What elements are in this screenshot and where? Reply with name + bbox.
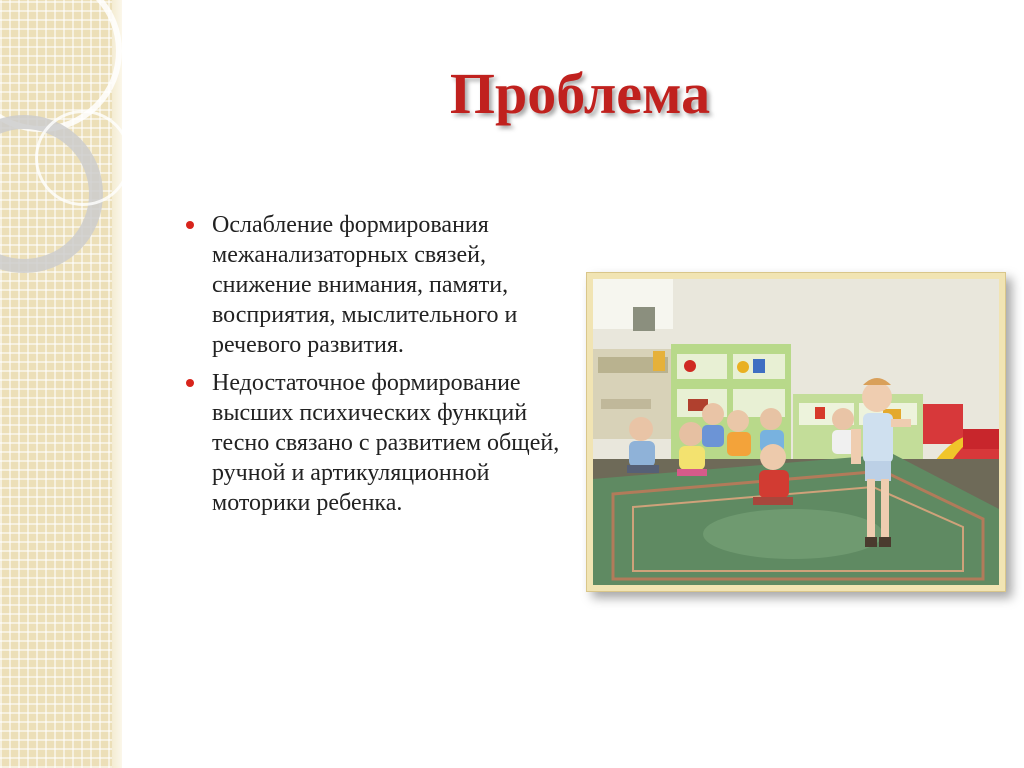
bullet-dot-icon [186, 221, 194, 229]
photo-frame [586, 272, 1006, 592]
bullet-dot-icon [186, 379, 194, 387]
decorative-ring [35, 110, 131, 206]
slide-title: Проблема [449, 61, 711, 126]
classroom-photo [593, 279, 999, 585]
bullet-item [186, 368, 566, 518]
decorative-stripe [112, 0, 122, 768]
classroom-photo-illustration [593, 279, 999, 585]
bullet-text: Недостаточное формирование высших психических функций тесно связано с развитием общей, ручной и артикуляционной моторики ребенка. [212, 370, 560, 516]
bullet-text: Ослабление формирования межанализаторных связей, снижение внимания, памяти, восприятия, мыслительного и речевого развития. [212, 212, 518, 358]
bullet-item [186, 210, 566, 360]
bullet-list [186, 210, 566, 526]
